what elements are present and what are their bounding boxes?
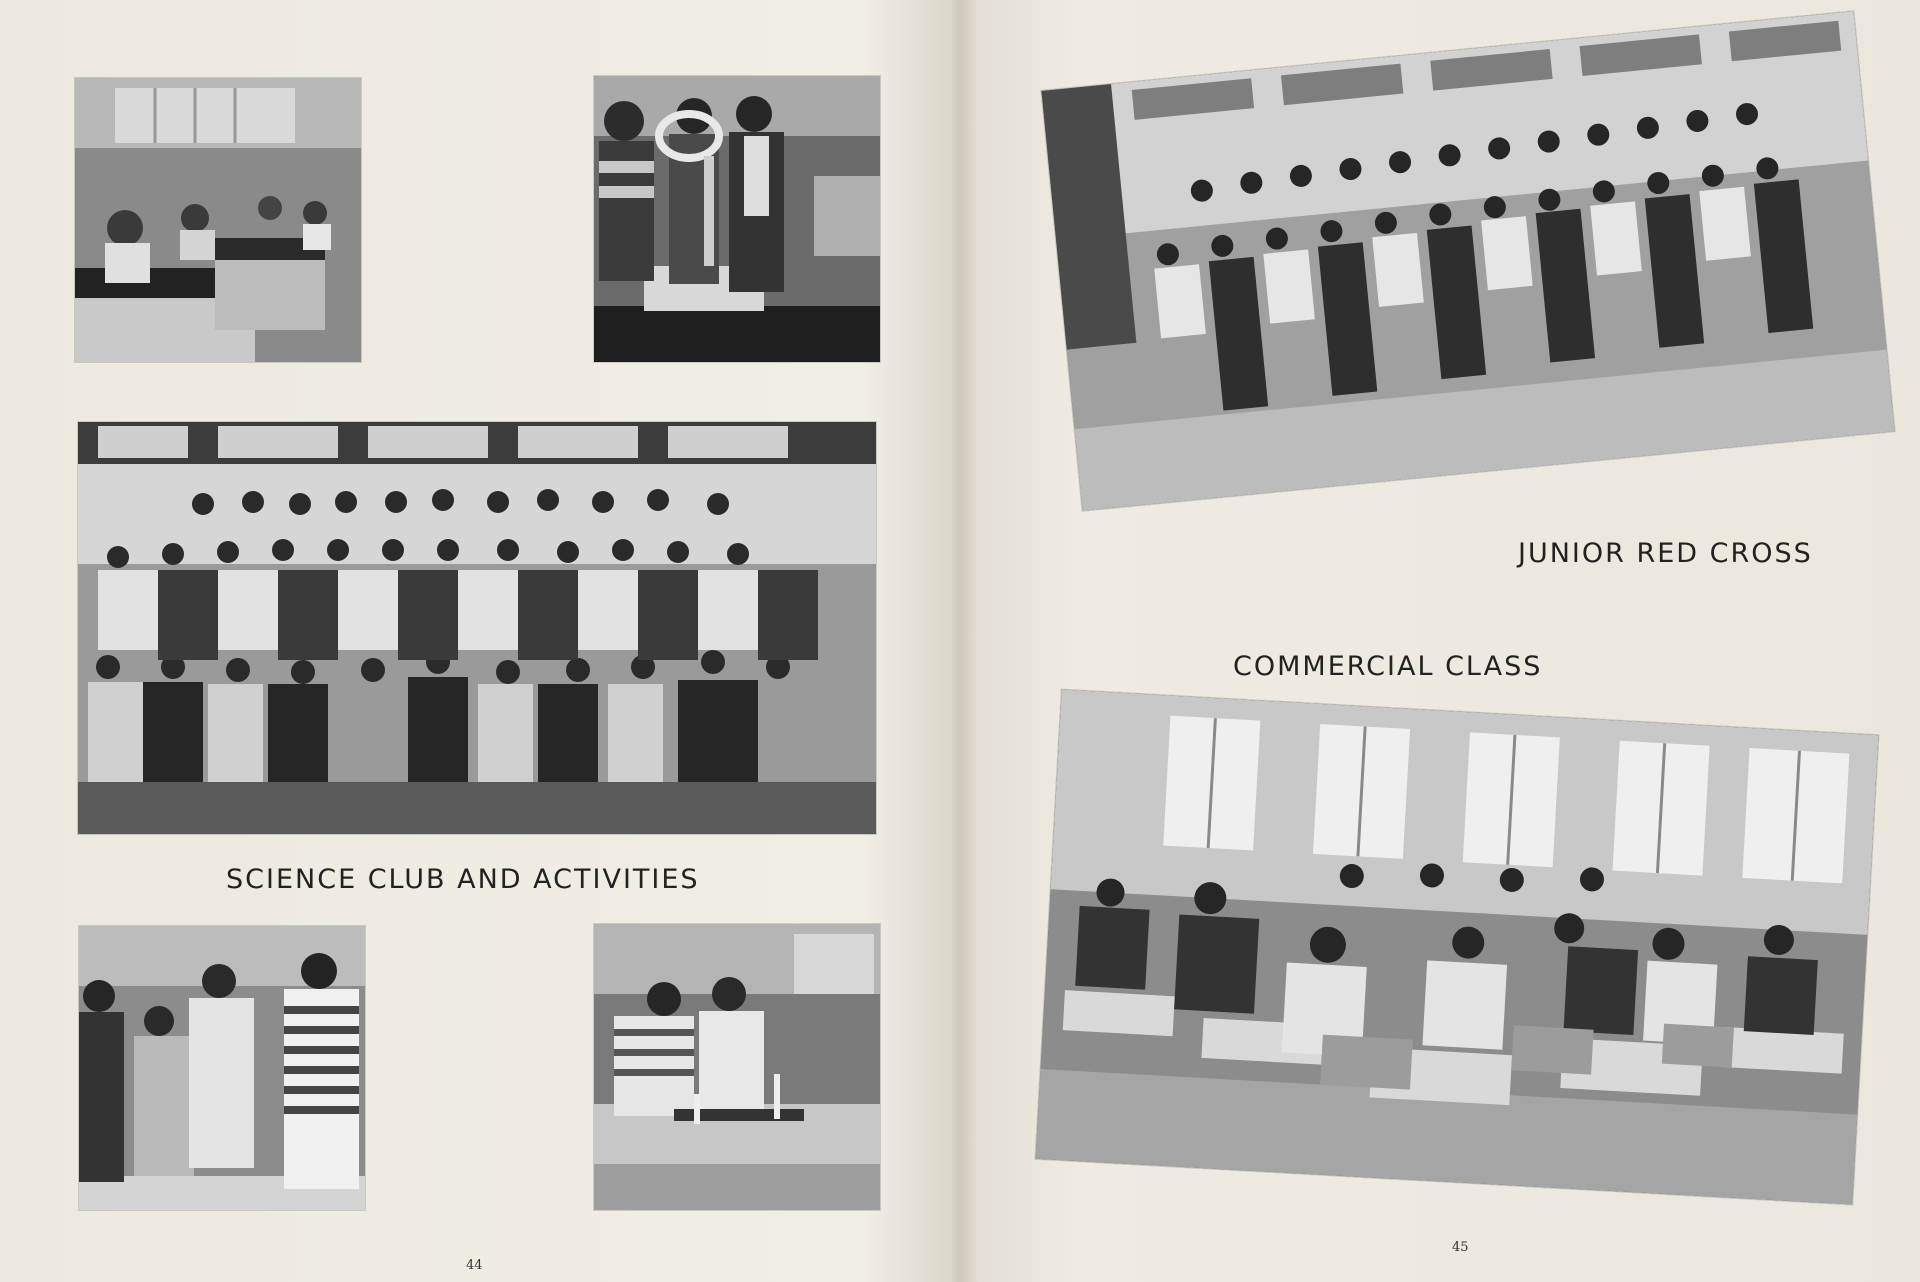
photo-science-lab <box>75 78 361 362</box>
photo-science-club-group <box>78 422 876 834</box>
photo-students-experiment <box>79 926 365 1210</box>
page-number-left: 44 <box>466 1258 483 1273</box>
photo-junior-red-cross <box>1041 11 1894 511</box>
photo-students-apparatus <box>594 76 880 362</box>
caption-junior-red-cross: JUNIOR RED CROSS <box>1518 538 1813 569</box>
caption-commercial-class: COMMERCIAL CLASS <box>1233 651 1543 682</box>
photo-commercial-class <box>1036 690 1879 1205</box>
page-number-right: 45 <box>1452 1240 1469 1255</box>
caption-science-club: SCIENCE CLUB AND ACTIVITIES <box>226 864 700 895</box>
right-page <box>970 0 1920 1282</box>
photo-students-lab-bench <box>594 924 880 1210</box>
